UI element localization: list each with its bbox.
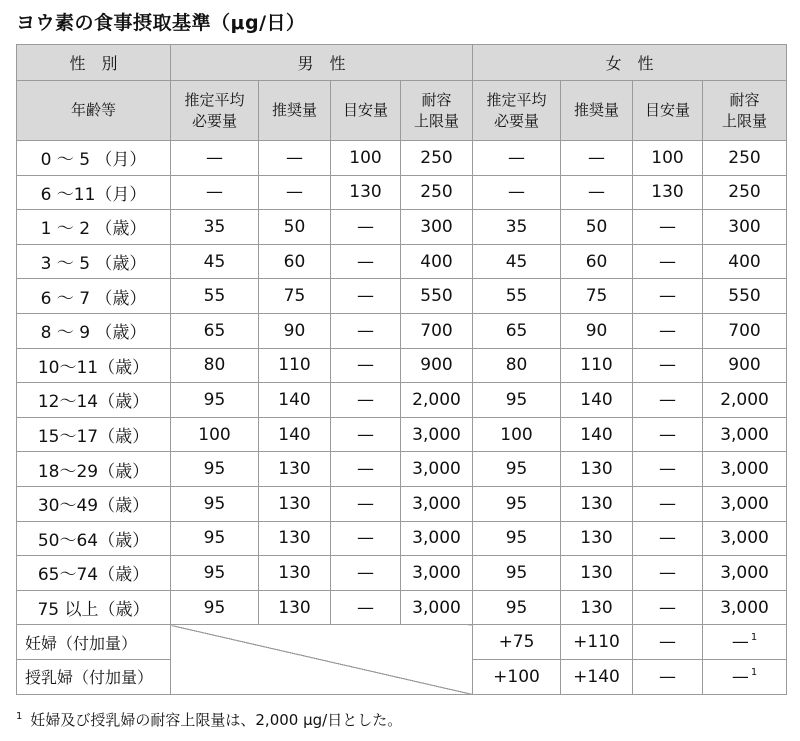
table-row bbox=[17, 590, 787, 625]
female-value-cell: — bbox=[633, 383, 703, 418]
table-row bbox=[17, 141, 787, 176]
female-value-cell: 130 bbox=[561, 486, 633, 521]
male-value-cell: 400 bbox=[401, 244, 473, 279]
male-value-cell: 100 bbox=[171, 417, 259, 452]
female-value-cell: 100 bbox=[473, 417, 561, 452]
male-value-cell: 140 bbox=[259, 383, 331, 418]
female-value-cell: — bbox=[633, 244, 703, 279]
table-row bbox=[17, 244, 787, 279]
table-row bbox=[17, 452, 787, 487]
table-row bbox=[17, 175, 787, 210]
female-value-cell: 95 bbox=[473, 521, 561, 556]
male-value-cell: 250 bbox=[401, 175, 473, 210]
male-value-cell: 3,000 bbox=[401, 590, 473, 625]
footnote-mark: 1 bbox=[16, 711, 23, 722]
female-value-cell: 250 bbox=[703, 175, 787, 210]
male-value-cell: 3,000 bbox=[401, 486, 473, 521]
header-row-columns bbox=[17, 81, 787, 141]
female-value-cell: +100 bbox=[473, 659, 561, 694]
group-label-cell: 授乳婦（付加量） bbox=[17, 659, 171, 694]
male-value-cell: 300 bbox=[401, 210, 473, 245]
age-cell: 10～11（歳） bbox=[17, 348, 171, 383]
age-cell: 0 ～ 5 （月） bbox=[17, 141, 171, 176]
male-value-cell: — bbox=[331, 244, 401, 279]
note-mark: 1 bbox=[750, 667, 758, 679]
female-value-cell: +75 bbox=[473, 625, 561, 660]
female-value-cell: 3,000 bbox=[703, 521, 787, 556]
female-value-cell: — bbox=[561, 175, 633, 210]
male-value-cell: — bbox=[331, 313, 401, 348]
male-value-cell: 45 bbox=[171, 244, 259, 279]
male-value-cell: — bbox=[331, 556, 401, 591]
female-value-cell: 95 bbox=[473, 590, 561, 625]
female-value-cell: — bbox=[473, 175, 561, 210]
col-rda-female: 推奨量 bbox=[561, 81, 633, 141]
female-value-cell: 130 bbox=[561, 556, 633, 591]
female-value-cell: 130 bbox=[561, 590, 633, 625]
female-value-cell: 130 bbox=[561, 521, 633, 556]
female-value-cell: 45 bbox=[473, 244, 561, 279]
age-cell: 75 以上（歳） bbox=[17, 590, 171, 625]
female-value-cell: 65 bbox=[473, 313, 561, 348]
male-value-cell: — bbox=[331, 383, 401, 418]
male-value-cell: 140 bbox=[259, 417, 331, 452]
male-value-cell: — bbox=[259, 141, 331, 176]
female-value-cell: — bbox=[633, 521, 703, 556]
male-value-cell: 95 bbox=[171, 590, 259, 625]
age-cell: 1 ～ 2 （歳） bbox=[17, 210, 171, 245]
female-value-cell: 100 bbox=[633, 141, 703, 176]
female-value-cell: — $^1$ bbox=[703, 659, 787, 694]
female-value-cell: — $^1$ bbox=[703, 625, 787, 660]
table-row bbox=[17, 417, 787, 452]
male-value-cell: 110 bbox=[259, 348, 331, 383]
female-value-cell: 400 bbox=[703, 244, 787, 279]
male-value-cell: 130 bbox=[331, 175, 401, 210]
table-row bbox=[17, 625, 787, 660]
note-mark: 1 bbox=[750, 632, 758, 644]
header-row-sex bbox=[17, 45, 787, 81]
female-value-cell: — bbox=[473, 141, 561, 176]
male-value-cell: — bbox=[171, 141, 259, 176]
male-value-cell: — bbox=[331, 590, 401, 625]
male-value-cell: 130 bbox=[259, 452, 331, 487]
female-value-cell: — bbox=[633, 486, 703, 521]
age-cell: 6 ～11（月） bbox=[17, 175, 171, 210]
female-value-cell: — bbox=[633, 313, 703, 348]
male-value-cell: 95 bbox=[171, 556, 259, 591]
male-value-cell: 3,000 bbox=[401, 556, 473, 591]
male-value-cell: 3,000 bbox=[401, 521, 473, 556]
male-value-cell: 95 bbox=[171, 452, 259, 487]
female-value-cell: 95 bbox=[473, 556, 561, 591]
female-value-cell: 3,000 bbox=[703, 486, 787, 521]
footnote bbox=[16, 704, 402, 730]
female-value-cell: 550 bbox=[703, 279, 787, 314]
female-value-cell: 3,000 bbox=[703, 590, 787, 625]
age-cell: 8 ～ 9 （歳） bbox=[17, 313, 171, 348]
female-value-cell: — bbox=[633, 417, 703, 452]
female-value-cell: 75 bbox=[561, 279, 633, 314]
female-value-cell: — bbox=[633, 279, 703, 314]
age-cell: 6 ～ 7 （歳） bbox=[17, 279, 171, 314]
female-value-cell: 95 bbox=[473, 383, 561, 418]
age-cell: 65～74（歳） bbox=[17, 556, 171, 591]
age-cell: 18～29（歳） bbox=[17, 452, 171, 487]
male-header: 男 性 bbox=[171, 45, 473, 81]
female-value-cell: — bbox=[633, 659, 703, 694]
col-ear-female: 推定平均 必要量 bbox=[473, 81, 561, 141]
female-value-cell: 60 bbox=[561, 244, 633, 279]
male-value-cell: 90 bbox=[259, 313, 331, 348]
sex-header: 性 別 bbox=[17, 45, 171, 81]
male-value-cell: 80 bbox=[171, 348, 259, 383]
male-value-cell: — bbox=[331, 279, 401, 314]
col-ai-female: 目安量 bbox=[633, 81, 703, 141]
female-value-cell: 2,000 bbox=[703, 383, 787, 418]
male-value-cell: 550 bbox=[401, 279, 473, 314]
male-value-cell: 75 bbox=[259, 279, 331, 314]
col-ul-male: 耐容 上限量 bbox=[401, 81, 473, 141]
female-value-cell: 140 bbox=[561, 383, 633, 418]
female-value-cell: 50 bbox=[561, 210, 633, 245]
male-not-applicable-cell bbox=[171, 625, 473, 694]
female-value-cell: — bbox=[633, 452, 703, 487]
female-value-cell: — bbox=[561, 141, 633, 176]
male-value-cell: — bbox=[171, 175, 259, 210]
female-value-cell: 95 bbox=[473, 486, 561, 521]
male-value-cell: 95 bbox=[171, 383, 259, 418]
female-value-cell: 130 bbox=[633, 175, 703, 210]
male-value-cell: — bbox=[331, 348, 401, 383]
male-value-cell: 35 bbox=[171, 210, 259, 245]
male-value-cell: — bbox=[259, 175, 331, 210]
col-ul-female: 耐容 上限量 bbox=[703, 81, 787, 141]
female-header: 女 性 bbox=[473, 45, 787, 81]
table-row bbox=[17, 313, 787, 348]
female-value-cell: 130 bbox=[561, 452, 633, 487]
table-row bbox=[17, 210, 787, 245]
table-row bbox=[17, 279, 787, 314]
age-cell: 15～17（歳） bbox=[17, 417, 171, 452]
male-value-cell: 95 bbox=[171, 486, 259, 521]
male-value-cell: 130 bbox=[259, 521, 331, 556]
male-value-cell: 95 bbox=[171, 521, 259, 556]
male-value-cell: 130 bbox=[259, 486, 331, 521]
female-value-cell: +110 bbox=[561, 625, 633, 660]
page-title: ヨウ素の食事摂取基準（μg/日） bbox=[16, 12, 306, 34]
male-value-cell: 65 bbox=[171, 313, 259, 348]
female-value-cell: 3,000 bbox=[703, 556, 787, 591]
female-value-cell: 3,000 bbox=[703, 452, 787, 487]
female-value-cell: 90 bbox=[561, 313, 633, 348]
female-value-cell: 250 bbox=[703, 141, 787, 176]
female-value-cell: 80 bbox=[473, 348, 561, 383]
age-cell: 30～49（歳） bbox=[17, 486, 171, 521]
table-row bbox=[17, 521, 787, 556]
male-value-cell: — bbox=[331, 521, 401, 556]
iodine-intake-table bbox=[16, 44, 787, 695]
male-value-cell: — bbox=[331, 210, 401, 245]
col-rda-male: 推奨量 bbox=[259, 81, 331, 141]
female-value-cell: 110 bbox=[561, 348, 633, 383]
male-value-cell: — bbox=[331, 452, 401, 487]
age-cell: 50～64（歳） bbox=[17, 521, 171, 556]
female-value-cell: — bbox=[633, 210, 703, 245]
age-cell: 3 ～ 5 （歳） bbox=[17, 244, 171, 279]
male-value-cell: 3,000 bbox=[401, 417, 473, 452]
male-value-cell: 130 bbox=[259, 556, 331, 591]
age-cell: 12～14（歳） bbox=[17, 383, 171, 418]
female-value-cell: 55 bbox=[473, 279, 561, 314]
male-value-cell: 60 bbox=[259, 244, 331, 279]
male-value-cell: 700 bbox=[401, 313, 473, 348]
footnote-text: 妊婦及び授乳婦の耐容上限量は、2,000 μg/日とした。 bbox=[30, 711, 403, 729]
table-row bbox=[17, 486, 787, 521]
age-header: 年齢等 bbox=[17, 81, 171, 141]
male-value-cell: 250 bbox=[401, 141, 473, 176]
male-value-cell: 100 bbox=[331, 141, 401, 176]
male-value-cell: 2,000 bbox=[401, 383, 473, 418]
female-value-cell: 35 bbox=[473, 210, 561, 245]
female-value-cell: 3,000 bbox=[703, 417, 787, 452]
group-label-cell: 妊婦（付加量） bbox=[17, 625, 171, 660]
male-value-cell: 130 bbox=[259, 590, 331, 625]
female-value-cell: 140 bbox=[561, 417, 633, 452]
female-value-cell: — bbox=[633, 625, 703, 660]
female-value-cell: — bbox=[633, 590, 703, 625]
female-value-cell: 700 bbox=[703, 313, 787, 348]
male-value-cell: 3,000 bbox=[401, 452, 473, 487]
female-value-cell: — bbox=[633, 556, 703, 591]
table-row bbox=[17, 556, 787, 591]
col-ear-male: 推定平均 必要量 bbox=[171, 81, 259, 141]
male-value-cell: 50 bbox=[259, 210, 331, 245]
table-row bbox=[17, 348, 787, 383]
female-value-cell: 900 bbox=[703, 348, 787, 383]
female-value-cell: 95 bbox=[473, 452, 561, 487]
female-value-cell: 300 bbox=[703, 210, 787, 245]
male-value-cell: — bbox=[331, 486, 401, 521]
table-row bbox=[17, 383, 787, 418]
male-value-cell: 55 bbox=[171, 279, 259, 314]
male-value-cell: 900 bbox=[401, 348, 473, 383]
male-value-cell: — bbox=[331, 417, 401, 452]
female-value-cell: +140 bbox=[561, 659, 633, 694]
female-value-cell: — bbox=[633, 348, 703, 383]
col-ai-male: 目安量 bbox=[331, 81, 401, 141]
